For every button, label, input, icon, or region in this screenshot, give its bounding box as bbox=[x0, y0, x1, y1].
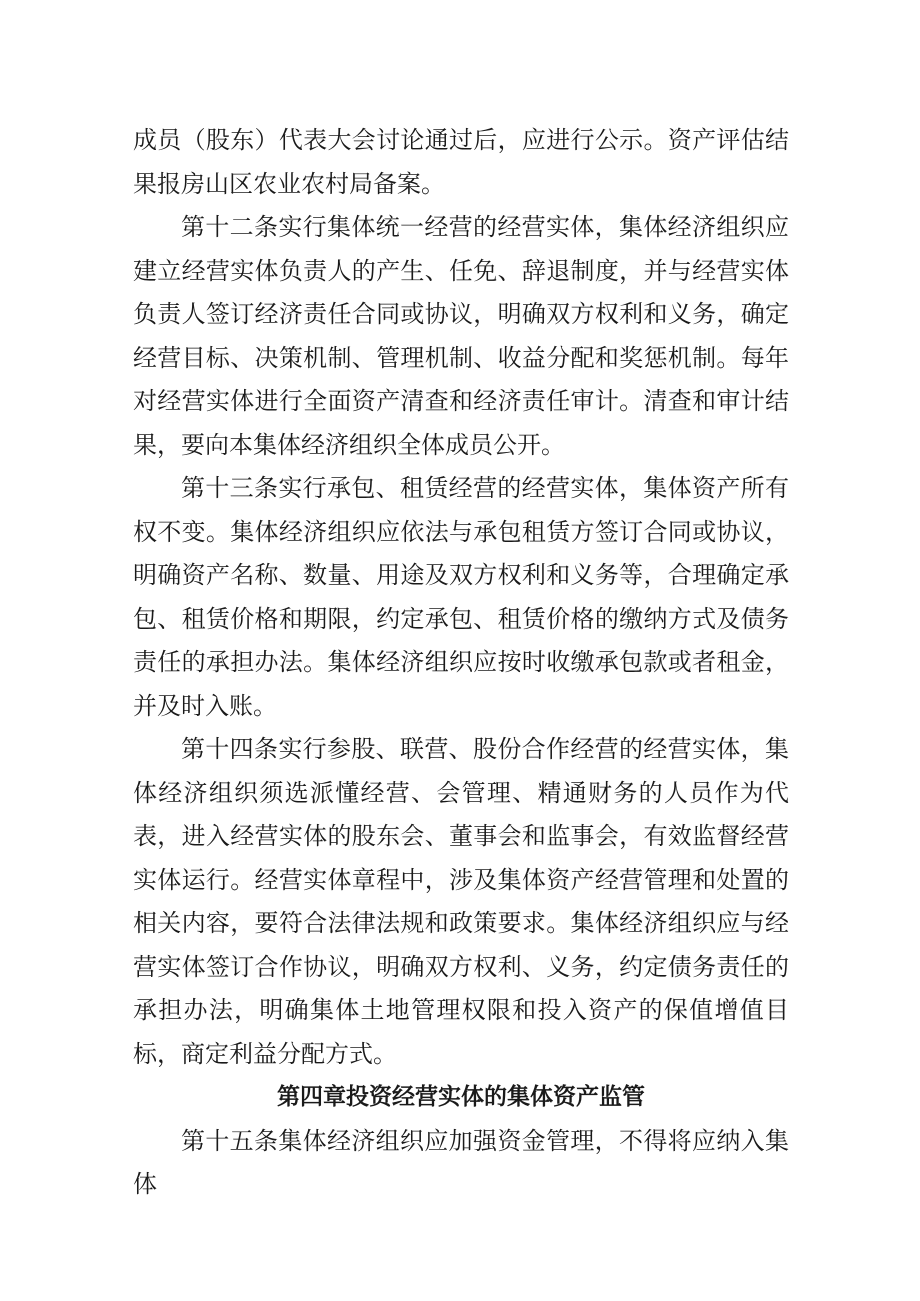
chapter-heading: 第四章投资经营实体的集体资产监管 bbox=[277, 1084, 645, 1110]
paragraph-article-13: 第十三条实行承包、租赁经营的经营实体，集体资产所有权不变。集体经济组织应依法与承包租赁方签订合同或协议，明确资产名称、数量、用途及双方权利和义务等，合理确定承包、租赁价格和期限，约定承包、租赁价格的缴纳方式及债务责任的承担办法。集体经济组织应按时收缴承包款或者租金，并及时入账。 bbox=[133, 474, 789, 720]
paragraph-article-14: 第十四条实行参股、联营、股份合作经营的经营实体，集体经济组织须选派懂经营、会管理、精通财务的人员作为代表，进入经营实体的股东会、董事会和监事会，有效监督经营实体运行。经营实体章程中，涉及集体资产经营管理和处置的相关内容，要符合法律法规和政策要求。集体经济组织应与经营实体签订合作协议，明确双方权利、义务，约定债务责任的承担办法，明确集体土地管理权限和投入资产的保值增值目标，商定利益分配方式。 bbox=[133, 735, 789, 1068]
document-body bbox=[133, 119, 789, 1207]
paragraph-article-15: 第十五条集体经济组织应加强资金管理，不得将应纳入集体 bbox=[133, 1126, 789, 1198]
paragraph-continuation: 成员（股东）代表大会讨论通过后，应进行公示。资产评估结果报房山区农业农村局备案。 bbox=[133, 126, 789, 198]
paragraph-article-12: 第十二条实行集体统一经营的经营实体，集体经济组织应建立经营实体负责人的产生、任免、辞退制度，并与经营实体负责人签订经济责任合同或协议，明确双方权利和义务，确定经营目标、决策机制、管理机制、收益分配和奖惩机制。每年对经营实体进行全面资产清查和经济责任审计。清查和审计结果，要向本集体经济组织全体成员公开。 bbox=[133, 213, 789, 459]
